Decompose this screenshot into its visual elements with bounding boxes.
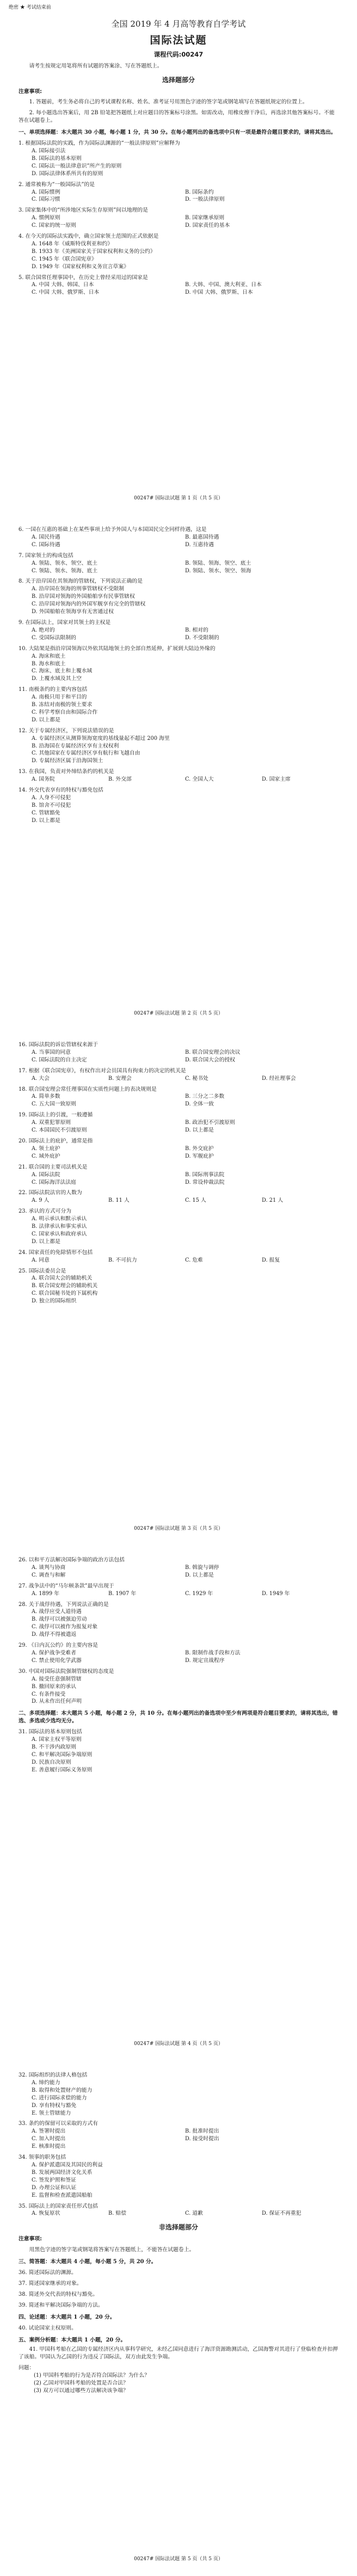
option: D. 以上都是 xyxy=(185,1572,214,1578)
option: C. 管辖豁免 xyxy=(32,810,60,816)
option: B. 国际条约 xyxy=(185,189,214,195)
option: C. 国际待遇 xyxy=(32,541,60,548)
option: A. 缔约能力 xyxy=(32,2079,60,2086)
option: D. 以上都是 xyxy=(32,716,60,723)
question-17 xyxy=(19,1067,338,1083)
option: D. 享有特权与豁免 xyxy=(32,2102,77,2109)
section-nonchoice-title: 非选择题部分 xyxy=(158,2223,198,2232)
option: D. 上覆水域及其上空 xyxy=(32,676,82,682)
option: C. 其他国家在专属经济区享有航行和飞越自由 xyxy=(32,750,140,757)
question-stem: 7. 国家领土的构成包括 xyxy=(19,552,73,559)
option: A. 当事国的同意 xyxy=(32,1049,71,1055)
option: E. 善意履行国际义务原则 xyxy=(32,1766,93,1773)
part5-heading: 五、案例分析题：本大题共 1 小题，20 分。 xyxy=(19,2337,126,2343)
note-1: 1. 答题前，考生务必将自己的考试课程名称、姓名、准考证号用黑色字迹的签字笔或钢笔填写在答题纸规定的位置上。 xyxy=(29,99,308,106)
option: A. 国民待遇 xyxy=(32,534,60,540)
exam-page-5 xyxy=(0,2061,357,2576)
option: C. 调查与和解 xyxy=(32,1572,66,1578)
option: C. 禁止使用化学武器 xyxy=(32,1657,82,1664)
question-10 xyxy=(19,645,338,683)
notes-heading: 注意事项: xyxy=(19,2236,42,2243)
option: A. 惯例原则 xyxy=(32,215,60,221)
option: A. 战俘应受人道待遇 xyxy=(32,1609,82,1615)
option: A. 绝对的 xyxy=(32,627,55,633)
question-stem: 14. 外交代表享有的特权与豁免包括 xyxy=(19,787,103,794)
option: A. 领土庇护 xyxy=(32,1145,60,1152)
question-stem: 30. 中国对国际法院强制管辖权的态度是 xyxy=(19,1668,114,1675)
part4-heading: 四、论述题：本大题共 1 小题，20 分。 xyxy=(19,2314,115,2320)
option: D. 21 人 xyxy=(262,1197,284,1204)
option: C. 加入时提出 xyxy=(32,2136,66,2142)
question-32 xyxy=(19,2072,338,2117)
question-1 xyxy=(19,140,338,178)
question-18 xyxy=(19,1086,338,1109)
option: D. 接受时提出 xyxy=(185,2136,219,2142)
option: C. 国际法一般法律意识”所产生的原则 xyxy=(32,163,122,169)
option: C. 科学考察自由和国际合作 xyxy=(32,709,98,715)
option: A. 9 人 xyxy=(32,1197,50,1204)
option: B. 领陆、领海、领空、底土 xyxy=(185,560,251,566)
option: B. 法律承认和事实承认 xyxy=(32,1224,87,1230)
option: A. 国际接引法 xyxy=(32,147,66,154)
option: A. 1899 年 xyxy=(32,1590,60,1597)
question-27 xyxy=(19,1583,338,1598)
question-12 xyxy=(19,727,338,765)
option: C. 15 人 xyxy=(185,1197,206,1204)
option: C. 战俘可以被作为报复对象 xyxy=(32,1624,98,1630)
question-21 xyxy=(19,1164,338,1187)
option: D. 互惠待遇 xyxy=(185,541,214,548)
option: C. 领陆、领水、领海、底土 xyxy=(32,567,98,574)
option: B. 取得和处置财产的能力 xyxy=(32,2087,93,2093)
question-stem: 35. 国际法上的国家责任形式包括 xyxy=(19,2203,99,2209)
question-stem: 19. 国际法上的引渡，一般遵循 xyxy=(19,1112,93,1119)
option: A. 恢复原状 xyxy=(32,2210,60,2217)
question-3 xyxy=(19,207,338,230)
option: D. 从未作出任何声明 xyxy=(32,1698,82,1705)
option: B. 沿海国在专属经济区享有主权权利 xyxy=(32,743,119,749)
option: D. 外国船舶在领海享有无害通过权 xyxy=(32,609,114,615)
option: D. 保证不再重犯 xyxy=(262,2210,301,2217)
option: B. 不可抗力 xyxy=(108,1257,137,1263)
section-choice-title: 选择题部分 xyxy=(162,76,195,84)
option: D. 全体一致 xyxy=(185,1101,214,1108)
option: A. 人身不可侵犯 xyxy=(32,795,71,801)
option: B. 联合国安理会的辅助机关 xyxy=(32,1283,98,1289)
option: E. 领土管辖能力 xyxy=(32,2110,71,2116)
question-8 xyxy=(19,578,338,616)
question-stem: 3. 国家集体中的“所涉地区实际生存原则”间以地理的是 xyxy=(19,207,149,214)
question-stem: 5. 联合国常任理事国中，在历史上曾经采用过的国家是 xyxy=(19,274,148,281)
question-40: 40. 试论国家主权原则。 xyxy=(19,2325,77,2331)
page-footer: 00247# 国际法试题 第 1 页（共 5 页） xyxy=(134,496,223,502)
exam-page-4 xyxy=(0,1546,357,2061)
option: B. 国际刑事法院 xyxy=(185,1171,225,1178)
option: D. 办理公证和认证 xyxy=(32,2184,77,2191)
course-code: 课程代码:00247 xyxy=(153,51,204,59)
option: A. 沿岸国在领海的刑事管辖权不受限制 xyxy=(32,586,125,592)
option: C. 国际海洋法法庭 xyxy=(32,1179,76,1185)
option: B. 相对的 xyxy=(185,627,208,633)
question-25 xyxy=(19,1268,338,1306)
question-stem: 13. 在我国，负责对外缔结条约的机关是 xyxy=(19,769,114,775)
option: C. 联合国秘书处的下属机构 xyxy=(32,1290,98,1297)
question-stem: 9. 在国际法上，国家对其领土的主权是 xyxy=(19,619,111,626)
part2-heading: 二、多项选择题：本大题共 5 小题，每小题 2 分，共 10 分。在每小题列出的备选项中至少有两项是符合题目要求的，请将其选出，错选、多选或少选均无分。 xyxy=(19,1710,338,1725)
question-28 xyxy=(19,1601,338,1639)
option: C. 道歉 xyxy=(185,2210,203,2217)
option: A. 国际惯例 xyxy=(32,189,60,195)
question-stem: 10. 大陆架是指沿岸国领海以外依其陆地领土的全部自然延伸，扩展到大陆边外缘的 xyxy=(19,645,216,652)
question-29 xyxy=(19,1642,338,1665)
question-35 xyxy=(19,2203,338,2218)
exam-page-3 xyxy=(0,1030,357,1546)
option: C. 国家承认和政府承认 xyxy=(32,1231,87,1237)
question-stem: 32. 国际组织的法律人格包括 xyxy=(19,2072,88,2078)
page-footer: 00247# 国际法试题 第 4 页（共 5 页） xyxy=(134,2041,223,2047)
option: B. 战俘可以被强迫劳动 xyxy=(32,1616,87,1623)
question-6 xyxy=(19,526,338,549)
question-16 xyxy=(19,1041,338,1064)
question-stem: 25. 国际法委员会是 xyxy=(19,1268,66,1274)
secret-label: 绝密 ★ 考试结束前 xyxy=(9,5,51,10)
option: A. 签署时提出 xyxy=(32,2128,66,2135)
option: A. 大会 xyxy=(32,1075,50,1082)
option: D. 国家责任的基本 xyxy=(185,223,230,229)
question-20 xyxy=(19,1138,338,1160)
option: A. 联合国大会的辅助机关 xyxy=(32,1275,93,1282)
option: E. 监督和检查派遣国船舶 xyxy=(32,2192,93,2198)
option: A. 谈判与协商 xyxy=(32,1564,66,1571)
question-stem: 21. 联合国的主要司法机关是 xyxy=(19,1164,88,1170)
option: B. 最惠国待遇 xyxy=(185,534,219,540)
option: A. 国家主权平等原则 xyxy=(32,1737,82,1743)
option: A. 简单多数 xyxy=(32,1094,60,1100)
question-11 xyxy=(19,686,338,724)
question-stem: 28. 关于战俘待遇，下列说法正确的是 xyxy=(19,1601,109,1608)
question-stem: 4. 在今天的国际法实践中，确立国家领土范围的正式依据是 xyxy=(19,233,159,240)
option: C. 1929 年 xyxy=(185,1590,213,1597)
option: B. 馆舍不可侵犯 xyxy=(32,802,71,808)
question-stem: 20. 国际法上的庇护，通常是指 xyxy=(19,1138,93,1144)
option: D. 独立的国际组织 xyxy=(32,1298,77,1305)
option: B. 外交部 xyxy=(108,776,132,783)
option: A. 同意 xyxy=(32,1257,50,1263)
page-footer: 00247# 国际法试题 第 2 页（共 5 页） xyxy=(134,1011,223,1017)
note-2: 2. 每小题选出答案后，用 2B 铅笔把答题纸上对应题目的答案标号涂黑。如需改动，用橡皮擦干净后，再选涂其他答案标号。不能答在试题卷上。 xyxy=(19,110,335,124)
exam-title: 全国 2019 年 4 月高等教育自学考试 xyxy=(111,19,246,29)
option: A. 保护战争受难者 xyxy=(32,1650,76,1656)
question-30 xyxy=(19,1668,338,1706)
question-4 xyxy=(19,233,338,271)
question-stem: 24. 国家责任的免除情形不包括 xyxy=(19,1249,93,1256)
option: C. 沿岸国对领海内的外国军舰享有完全的管辖权 xyxy=(32,601,146,608)
option: C. 国家的统一原则 xyxy=(32,223,76,229)
notes-heading: 注意事项: xyxy=(19,88,42,95)
page-footer: 00247# 国际法试题 第 5 页（共 5 页） xyxy=(134,2556,223,2562)
option: A. 1648 年《威斯特伐利亚和约》 xyxy=(32,240,113,247)
option: B. 冻结对南极的领土要求 xyxy=(32,702,93,708)
sub-question: (2) 乙国对甲国科考船的处置是否合法？ xyxy=(34,2380,128,2387)
option: C. 秘书处 xyxy=(185,1075,208,1082)
option: B. 三分之二多数 xyxy=(185,1094,225,1100)
question-39: 39. 简述和平解决国际争端的方法。 xyxy=(19,2302,103,2308)
question-stem: 33. 条约的保留可以采取的方式有 xyxy=(19,2121,99,2127)
note-nonchoice: 用黑色字迹的签字笔或钢笔将答案写在答题纸上，不能答在试题卷上。 xyxy=(29,2247,195,2253)
option: D. 战俘不得被遣返 xyxy=(32,1632,77,1638)
option: D. 1949 年《国家权利和义务宣言草案》 xyxy=(32,263,129,270)
option: B. 斡旋与调停 xyxy=(185,1564,219,1571)
option: B. 沿岸国对领海的外国船舶享有民事管辖权 xyxy=(32,594,135,600)
option: C. 进行国际求偿的能力 xyxy=(32,2095,87,2101)
option: C. 中国 大韩、俄罗斯、日本 xyxy=(32,289,100,296)
option: D. 规定宣战程序 xyxy=(185,1657,225,1664)
question-stem: 34. 领事的职务包括 xyxy=(19,2154,66,2161)
option: D. 一般法律原则 xyxy=(185,196,225,203)
question-stem: 26. 以和平方法解决国际争端的政治方法包括 xyxy=(19,1557,125,1563)
option: D. 报复 xyxy=(262,1257,280,1263)
option: B. 批准时提出 xyxy=(185,2128,219,2135)
question-14 xyxy=(19,787,338,825)
question-stem: 29. 《日内瓦公约》的主要内容是 xyxy=(19,1642,99,1649)
option: D. 国际法律体系所共有的原则 xyxy=(32,170,103,177)
option: D. 领陆、领水、领空、领海 xyxy=(185,567,251,574)
option: D. 经社理事会 xyxy=(262,1075,296,1082)
question-24 xyxy=(19,1249,338,1264)
option: C. 危难 xyxy=(185,1257,203,1263)
question-stem: 27. 战争法中的“马尔顿条款”最早出现于 xyxy=(19,1583,114,1589)
option: D. 以上都是 xyxy=(32,1238,60,1245)
option: C. 全国人大 xyxy=(185,776,214,783)
question-7 xyxy=(19,552,338,575)
question-stem: 18. 联合国安理会常任理事国在实质性问题上的表决规则是 xyxy=(19,1086,157,1092)
question-5 xyxy=(19,274,338,297)
option: A. 接受任意强制管辖 xyxy=(32,1676,82,1682)
question-33 xyxy=(19,2120,338,2151)
question-23 xyxy=(19,1208,338,1246)
option: B. 限制作战手段和方法 xyxy=(185,1650,241,1656)
option: B. 安理会 xyxy=(108,1075,132,1082)
option: D. 联合国大会的授权 xyxy=(185,1057,236,1063)
option: A. 明示承认和默示承认 xyxy=(32,1216,87,1222)
option: C. 海床、底土和上覆水域 xyxy=(32,668,93,675)
option: A. 双重犯罪原则 xyxy=(32,1120,71,1126)
question-stem: 23. 承认的方式可分为 xyxy=(19,1208,72,1215)
question-26 xyxy=(19,1556,338,1579)
question-34 xyxy=(19,2154,338,2199)
question-31 xyxy=(19,1728,338,1774)
option: A. 保护派遣国及其国民的利益 xyxy=(32,2161,103,2168)
question-22 xyxy=(19,1189,338,1204)
subject-title: 国际法试题 xyxy=(150,34,207,47)
question-19 xyxy=(19,1111,338,1134)
option: C. 受国际法限制的 xyxy=(32,634,76,641)
option: B. 政治犯不引渡原则 xyxy=(185,1120,235,1126)
option: C. 本国国民不引渡原则 xyxy=(32,1127,87,1134)
question-stem: 31. 国际法的基本原则包括 xyxy=(19,1729,82,1735)
option: A. 中国 大韩、韩国、日本 xyxy=(32,282,94,288)
question-13 xyxy=(19,768,338,783)
option: B. 11 人 xyxy=(108,1197,130,1204)
sub-question: (1) 甲国科考船的行为是否符合国际法？为什么？ xyxy=(34,2373,150,2379)
exam-page-2 xyxy=(0,515,357,1030)
question-36: 36. 简述国际法的渊源。 xyxy=(19,2270,77,2276)
question-2 xyxy=(19,181,338,204)
option: A. 领陆、领水、领空、底土 xyxy=(32,560,98,566)
option: A. 南极只用于和平目的 xyxy=(32,694,87,701)
question-37: 37. 简述国家继承的对象。 xyxy=(19,2280,82,2287)
question-stem: 1. 根据国际法院的实践，作为国际法渊源的“一般法律原则”应解释为 xyxy=(19,140,180,147)
option: C. 有条件接受 xyxy=(32,1691,66,1697)
question-stem: 6. 一国在互惠的基础上在某些事项上给予外国人与本国国民完全同样待遇，这是 xyxy=(19,527,207,533)
part3-heading: 三、简答题：本大题共 4 小题，每小题 5 分，共 20 分。 xyxy=(19,2259,157,2265)
option: B. 外交庇护 xyxy=(185,1145,214,1152)
option: B. 1907 年 xyxy=(108,1590,137,1597)
question-38: 38. 简述外交代表的特权与豁免。 xyxy=(19,2291,99,2297)
option: B. 国际法的基本原则 xyxy=(32,155,82,162)
option: D. 军舰庇护 xyxy=(185,1153,214,1159)
question-stem: 11. 南极条约的主要内容包括 xyxy=(19,687,88,693)
option: D. 中国 大韩、俄罗斯、日本 xyxy=(185,289,253,296)
option: D. 民族自决原则 xyxy=(32,1759,71,1765)
option: B. 不干涉内政原则 xyxy=(32,1744,77,1750)
option: B. 赔偿 xyxy=(108,2210,127,2217)
option: D. 常设仲裁法院 xyxy=(185,1179,225,1185)
option: B. 撤回原来的承认 xyxy=(32,1683,77,1690)
question-41-ask: 问题： xyxy=(19,2365,35,2371)
question-stem: 17. 根据《联合国宪章》，有权作出对会员国具有拘束力的决定的机关是 xyxy=(19,1067,186,1074)
question-stem: 8. 关于沿岸国在其领海的管辖权，下列说法正确的是 xyxy=(19,578,143,585)
option: B. 发展两国经济文化关系 xyxy=(32,2169,93,2176)
option: B. 大韩、中国、澳大利亚、日本 xyxy=(185,282,262,288)
question-stem: 16. 国际法院的诉讼管辖权来源于 xyxy=(19,1042,99,1048)
option: B. 海水和底土 xyxy=(32,660,66,667)
option: B. 国家继承原则 xyxy=(185,215,225,221)
page-footer: 00247# 国际法试题 第 3 页（共 5 页） xyxy=(134,1526,223,1532)
option: D. 专属经济区属于沿海国领土 xyxy=(32,758,103,764)
exam-page-1 xyxy=(0,0,357,515)
option: A. 专属经济区从测算领海宽度的基线量起不超过 200 海里 xyxy=(32,735,170,742)
sub-question: (3) 双方可以通过哪些方法解决该争端？ xyxy=(34,2387,128,2394)
option: C. 域外庇护 xyxy=(32,1153,60,1159)
question-stem: 12. 关于专属经济区，下列说法错误的是 xyxy=(19,727,114,734)
option: C. 国际习惯 xyxy=(32,196,60,203)
option: B. 联合国安理会的决议 xyxy=(185,1049,241,1055)
option: A. 国际法院 xyxy=(32,1171,60,1178)
option: C. 五大国一致原则 xyxy=(32,1101,76,1108)
option: D. 国家主席 xyxy=(262,776,291,783)
option: A. 国务院 xyxy=(32,776,55,783)
option: C. 签发护照和签证 xyxy=(32,2177,76,2183)
option: C. 1945 年《联合国宪章》 xyxy=(32,256,97,262)
option: D. 1949 年 xyxy=(262,1590,290,1597)
part1-heading: 一、单项选择题：本大题共 30 小题，每小题 1 分，共 30 分。在每小题列出的备选项中只有一项是最符合题目要求的，请将其选出。 xyxy=(19,129,336,136)
intro-text: 请考生按规定用笔将所有试题的答案涂、写在答题纸上。 xyxy=(29,63,163,69)
question-stem: 2. 通常被称为“一般国际法”的是 xyxy=(19,181,95,188)
option: C. 国际法院的自主决定 xyxy=(32,1057,87,1063)
option: D. 以上都是 xyxy=(185,1127,214,1134)
question-9 xyxy=(19,619,338,642)
option: C. 和平解决国际争端原则 xyxy=(32,1751,93,1758)
option: A. 海床和底土 xyxy=(32,653,66,659)
option: E. 核准时提出 xyxy=(32,2143,66,2150)
question-41-case: 41. 甲国科考船在乙国的专属经济区内从事科学研究，未经乙国同意进行了海洋资源勘测活动，乙国海警对其进行了登临检查并扣押了该船。甲国认为乙国的行为违反了国际法，双方由此发生争端。 xyxy=(19,2346,338,2361)
option: B. 1933 年《美洲国家关于国家权利和义务的公约》 xyxy=(32,248,156,255)
option: D. 不受限制的 xyxy=(185,634,219,641)
option: D. 以上都是 xyxy=(32,817,60,824)
question-stem: 22. 国际法院法官的人数为 xyxy=(19,1190,82,1196)
